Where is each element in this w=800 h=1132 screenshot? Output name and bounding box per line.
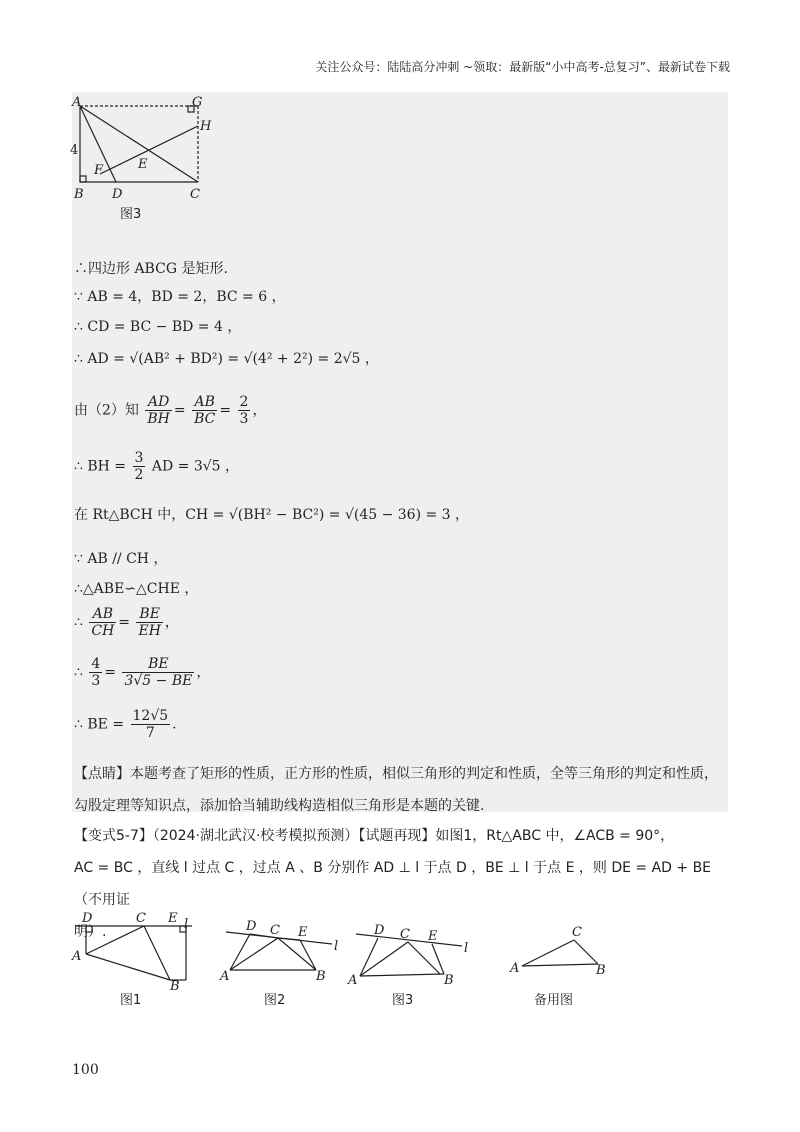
svg-text:B: B xyxy=(316,969,326,984)
svg-text:D: D xyxy=(374,923,385,938)
svg-text:A: A xyxy=(510,961,520,976)
comment-line-1: 【点睛】本题考查了矩形的性质，正方形的性质，相似三角形的判定和性质，全等三角形的判定和性质， xyxy=(74,766,718,782)
label-A: A xyxy=(72,95,82,110)
solution-line-8: ∵ AB // CH ， xyxy=(74,551,168,567)
comment-line-2: 勾股定理等知识点，添加恰当辅助线构造相似三角形是本题的关键. xyxy=(74,798,485,814)
svg-text:C: C xyxy=(136,911,146,926)
label-H: H xyxy=(200,119,212,134)
svg-text:A: A xyxy=(220,969,230,984)
svg-text:A: A xyxy=(72,949,82,964)
label-4: 4 xyxy=(70,143,79,158)
label-B: B xyxy=(74,187,84,202)
label-C: C xyxy=(190,187,200,202)
problem-figures xyxy=(70,908,670,1018)
label-E: E xyxy=(138,157,148,172)
problem-line-3: 明）. xyxy=(74,924,107,940)
fig3b-caption: 图3 xyxy=(392,993,414,1008)
solution-line-3: ∴ CD = BC − BD = 4 ， xyxy=(74,319,242,335)
solution-line-4: ∴ AD = √(AB² + BD²) = √(4² + 2²) = 2√5 ， xyxy=(74,351,379,367)
fig1-caption: 图1 xyxy=(120,993,142,1008)
svg-text:E: E xyxy=(168,911,178,926)
svg-text:l: l xyxy=(464,941,469,956)
svg-text:l: l xyxy=(334,939,339,954)
backup-figure-caption: 备用图 xyxy=(534,993,574,1008)
solution-line-2: ∵ AB = 4，BD = 2，BC = 6 ， xyxy=(74,289,286,305)
solution-line-9: ∴△ABE∽△CHE ， xyxy=(74,581,199,597)
solution-line-12: ∴ BE = $\frac{12√5}{7}$ . xyxy=(74,708,177,741)
label-F: F xyxy=(94,163,104,178)
svg-text:D: D xyxy=(82,911,93,926)
solution-line-7: 在 Rt△BCH 中，CH = √(BH² − BC²) = √(45 − 36) = 3 ， xyxy=(74,507,470,523)
svg-text:B: B xyxy=(170,979,180,994)
problem-line-2: AC = BC ，直线 l 过点 C ，过点 A 、B 分别作 AD ⊥ l 于点 D ，BE ⊥ l 于点 E ，则 DE = AD + BE（不用证 xyxy=(74,860,712,908)
solution-line-10: ∴ $\frac{AB}{CH}$ = $\frac{BE}{EH}$ ， xyxy=(74,606,179,639)
solution-line-5: 由（2）知 $\frac{AD}{BH}$ = $\frac{AB}{BC}$ = $\frac{2}{3}$ ， xyxy=(74,394,267,427)
svg-text:D: D xyxy=(246,919,257,934)
label-D: D xyxy=(112,187,123,202)
page-number: 100 xyxy=(72,1062,99,1078)
problem-line-1: 【变式5-7】（2024·湖北武汉·校考模拟预测）【试题再现】如图1，Rt△ABC 中，∠ACB = 90°， xyxy=(74,828,675,844)
solution-line-11: ∴ $\frac{4}{3}$ = $\frac{BE}{3√5 - BE}$ ， xyxy=(74,656,211,689)
svg-text:B: B xyxy=(596,963,606,978)
solution-line-6: ∴ BH = $\frac{3}{2}$ AD = 3√5 ， xyxy=(74,450,240,483)
svg-text:C: C xyxy=(270,923,280,938)
fig2-caption: 图2 xyxy=(264,993,286,1008)
svg-text:B: B xyxy=(444,973,454,988)
svg-text:E: E xyxy=(428,929,438,944)
page-header: 关注公众号：陆陆高分冲刺 ~领取：最新版“小中高考-总复习”、最新试卷下载 xyxy=(315,60,730,74)
svg-text:C: C xyxy=(400,927,410,942)
solution-line-1: ∴四边形 ABCG 是矩形. xyxy=(74,261,228,277)
label-G: G xyxy=(192,95,203,110)
figure3-caption: 图3 xyxy=(120,207,142,222)
svg-text:A: A xyxy=(348,973,358,988)
figure3-diagram xyxy=(70,94,220,224)
svg-text:C: C xyxy=(572,925,582,940)
svg-text:l: l xyxy=(184,917,189,932)
svg-text:E: E xyxy=(298,925,308,940)
comment-block xyxy=(74,758,734,822)
